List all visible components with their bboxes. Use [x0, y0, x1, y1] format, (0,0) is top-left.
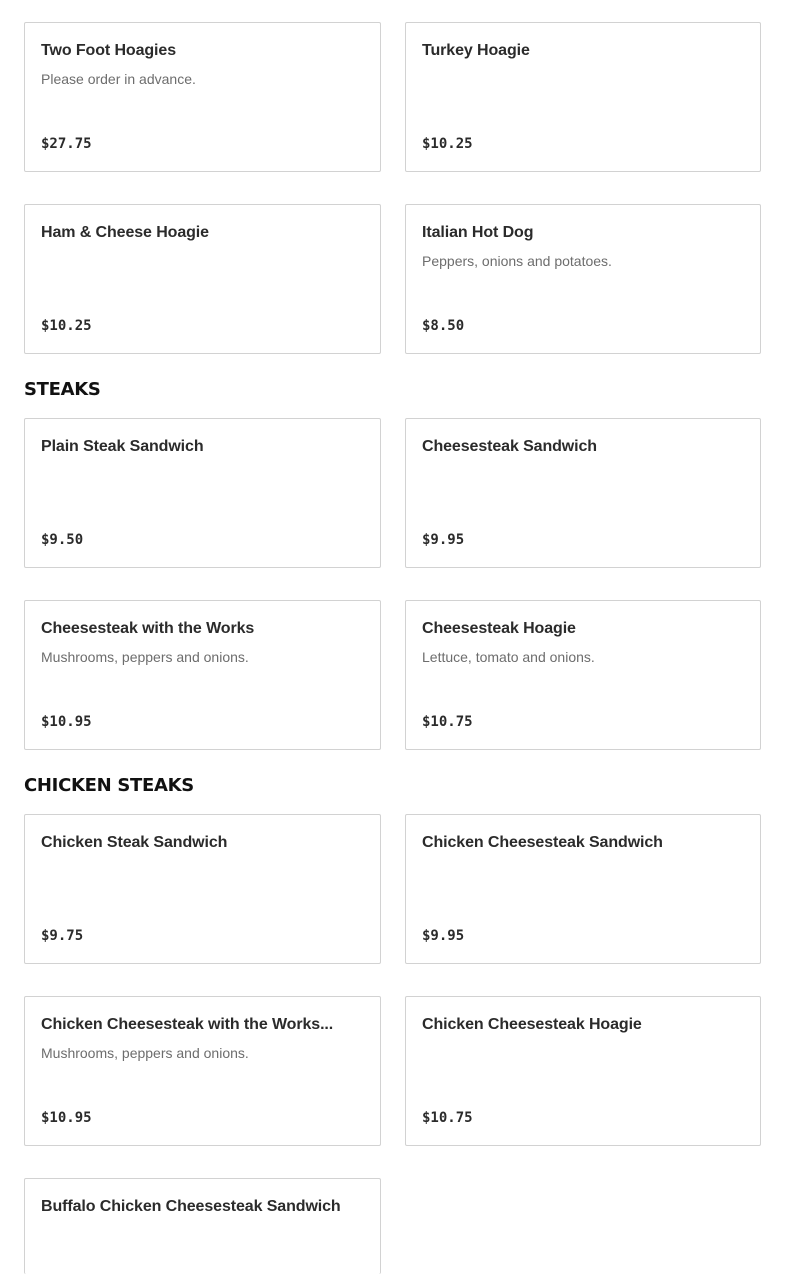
menu-item-name: Chicken Cheesesteak with the Works...	[41, 1016, 334, 1033]
menu-item-card[interactable]	[405, 996, 761, 1146]
menu-item-name: Plain Steak Sandwich	[41, 438, 204, 455]
menu-item-card[interactable]	[405, 418, 761, 568]
menu-item-name: Turkey Hoagie	[422, 42, 530, 59]
menu-item-price: $10.75	[422, 1110, 473, 1126]
menu-item-price: $8.50	[422, 318, 465, 334]
menu-item-price: $10.95	[41, 714, 92, 730]
menu-item-name: Cheesesteak Sandwich	[422, 438, 597, 455]
menu-item-card[interactable]	[405, 204, 761, 354]
menu-item-price: $27.75	[41, 136, 92, 152]
menu-item-card[interactable]	[405, 814, 761, 964]
menu-item-card[interactable]	[24, 1178, 381, 1274]
menu-item-price: $9.95	[422, 928, 465, 944]
section-heading-chicken-steaks: CHICKEN STEAKS	[24, 775, 194, 796]
menu-item-card[interactable]	[405, 600, 761, 750]
menu-item-price: $9.75	[41, 928, 84, 944]
section-heading-steaks: STEAKS	[24, 379, 101, 400]
menu-item-name: Ham & Cheese Hoagie	[41, 224, 209, 241]
menu-item-name: Cheesesteak with the Works	[41, 620, 255, 637]
menu-item-name: Chicken Steak Sandwich	[41, 834, 228, 851]
menu-item-price: $9.95	[422, 532, 465, 548]
menu-item-name: Two Foot Hoagies	[41, 42, 176, 59]
menu-item-price: $10.95	[41, 1110, 92, 1126]
menu-item-card[interactable]	[24, 22, 381, 172]
menu-item-price: $9.50	[41, 532, 84, 548]
menu-item-description: Peppers, onions and potatoes.	[422, 253, 612, 269]
menu-item-description: Please order in advance.	[41, 71, 196, 87]
menu-item-card[interactable]	[24, 814, 381, 964]
menu-item-name: Italian Hot Dog	[422, 224, 534, 241]
menu-item-description: Lettuce, tomato and onions.	[422, 649, 595, 665]
menu-item-price: $10.25	[422, 136, 473, 152]
menu-item-name: Cheesesteak Hoagie	[422, 620, 576, 637]
menu-item-price: $10.75	[422, 714, 473, 730]
menu-item-card[interactable]	[24, 996, 381, 1146]
menu-item-name: Chicken Cheesesteak Hoagie	[422, 1016, 642, 1033]
menu-item-description: Mushrooms, peppers and onions.	[41, 1045, 249, 1061]
menu-item-name: Chicken Cheesesteak Sandwich	[422, 834, 663, 851]
menu-item-description: Mushrooms, peppers and onions.	[41, 649, 249, 665]
menu-item-card[interactable]	[405, 22, 761, 172]
menu-item-name: Buffalo Chicken Cheesesteak Sandwich	[41, 1198, 341, 1215]
menu-item-card[interactable]	[24, 204, 381, 354]
menu-item-card[interactable]	[24, 418, 381, 568]
menu-item-card[interactable]	[24, 600, 381, 750]
menu-item-price: $10.25	[41, 318, 92, 334]
